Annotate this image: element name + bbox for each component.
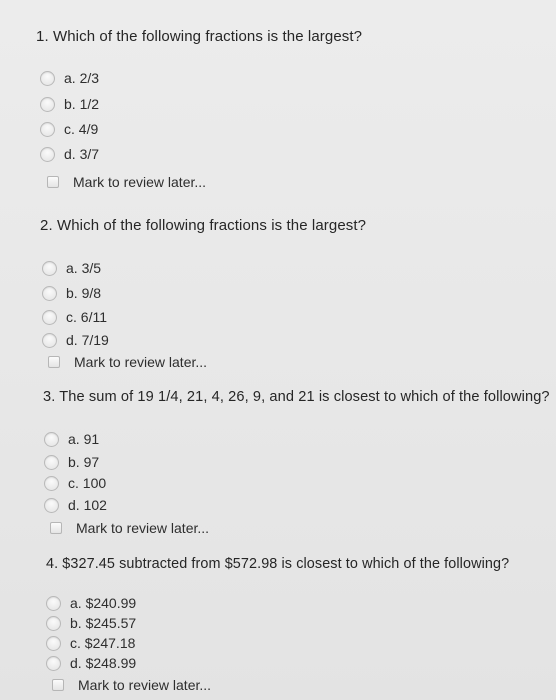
radio-button[interactable]: [42, 286, 57, 301]
option-label: b. 1/2: [64, 96, 100, 112]
review-label: Mark to review later...: [76, 520, 210, 536]
question-2-option-b[interactable]: [42, 282, 101, 304]
radio-button[interactable]: [40, 97, 55, 112]
question-2-title: 2. Which of the following fractions is the largest?: [40, 217, 367, 234]
question-4-option-d[interactable]: [46, 652, 136, 674]
radio-button[interactable]: [40, 147, 55, 162]
question-3-option-c[interactable]: [44, 472, 106, 494]
radio-button[interactable]: [40, 71, 55, 86]
option-label: b. 9/8: [66, 285, 102, 301]
radio-button[interactable]: [40, 122, 55, 137]
review-checkbox[interactable]: [47, 176, 59, 188]
radio-button[interactable]: [42, 310, 57, 325]
question-1-option-d[interactable]: [40, 143, 99, 165]
option-label: d. $248.99: [70, 655, 137, 671]
radio-button[interactable]: [44, 432, 59, 447]
question-1-option-a[interactable]: [40, 67, 99, 89]
question-1-option-b[interactable]: [40, 93, 99, 115]
option-label: a. 91: [68, 431, 100, 447]
question-3-option-a[interactable]: [44, 428, 99, 450]
radio-button[interactable]: [44, 498, 59, 513]
option-label: d. 3/7: [64, 146, 100, 162]
question-2-review-toggle[interactable]: [48, 351, 207, 373]
option-label: c. 4/9: [64, 121, 99, 137]
question-1-review-toggle[interactable]: [47, 171, 206, 193]
option-label: c. 6/11: [66, 309, 107, 325]
question-1-title: 1. Which of the following fractions is the largest?: [36, 28, 363, 45]
option-label: a. 3/5: [66, 260, 102, 276]
question-4-review-toggle[interactable]: [52, 674, 211, 696]
option-label: b. 97: [68, 454, 100, 470]
radio-button[interactable]: [44, 455, 59, 470]
review-checkbox[interactable]: [50, 522, 62, 534]
radio-button[interactable]: [42, 261, 57, 276]
question-1-option-c[interactable]: [40, 118, 98, 140]
option-label: a. $240.99: [70, 595, 137, 611]
question-2-option-d[interactable]: [42, 329, 109, 351]
radio-button[interactable]: [46, 596, 61, 611]
review-label: Mark to review later...: [74, 354, 208, 370]
question-4-option-b[interactable]: [46, 612, 136, 634]
review-checkbox[interactable]: [52, 679, 64, 691]
radio-button[interactable]: [42, 333, 57, 348]
review-label: Mark to review later...: [73, 174, 207, 190]
question-3-review-toggle[interactable]: [50, 517, 209, 539]
question-2-option-c[interactable]: [42, 306, 107, 328]
option-label: d. 102: [68, 497, 107, 513]
question-3-title: 3. The sum of 19 1/4, 21, 4, 26, 9, and 21 is closest to which of the following?: [43, 389, 550, 405]
review-label: Mark to review later...: [78, 677, 212, 693]
radio-button[interactable]: [46, 636, 61, 651]
review-checkbox[interactable]: [48, 356, 60, 368]
question-4-option-c[interactable]: [46, 632, 135, 654]
option-label: d. 7/19: [66, 332, 109, 348]
option-label: c. $247.18: [70, 635, 136, 651]
question-4-option-a[interactable]: [46, 592, 136, 614]
option-label: c. 100: [68, 475, 107, 491]
radio-button[interactable]: [46, 616, 61, 631]
question-2-option-a[interactable]: [42, 257, 101, 279]
question-3-option-d[interactable]: [44, 494, 107, 516]
question-3-option-b[interactable]: [44, 451, 99, 473]
option-label: b. $245.57: [70, 615, 137, 631]
radio-button[interactable]: [46, 656, 61, 671]
question-4-title: 4. $327.45 subtracted from $572.98 is closest to which of the following?: [46, 556, 510, 572]
option-label: a. 2/3: [64, 70, 100, 86]
radio-button[interactable]: [44, 476, 59, 491]
